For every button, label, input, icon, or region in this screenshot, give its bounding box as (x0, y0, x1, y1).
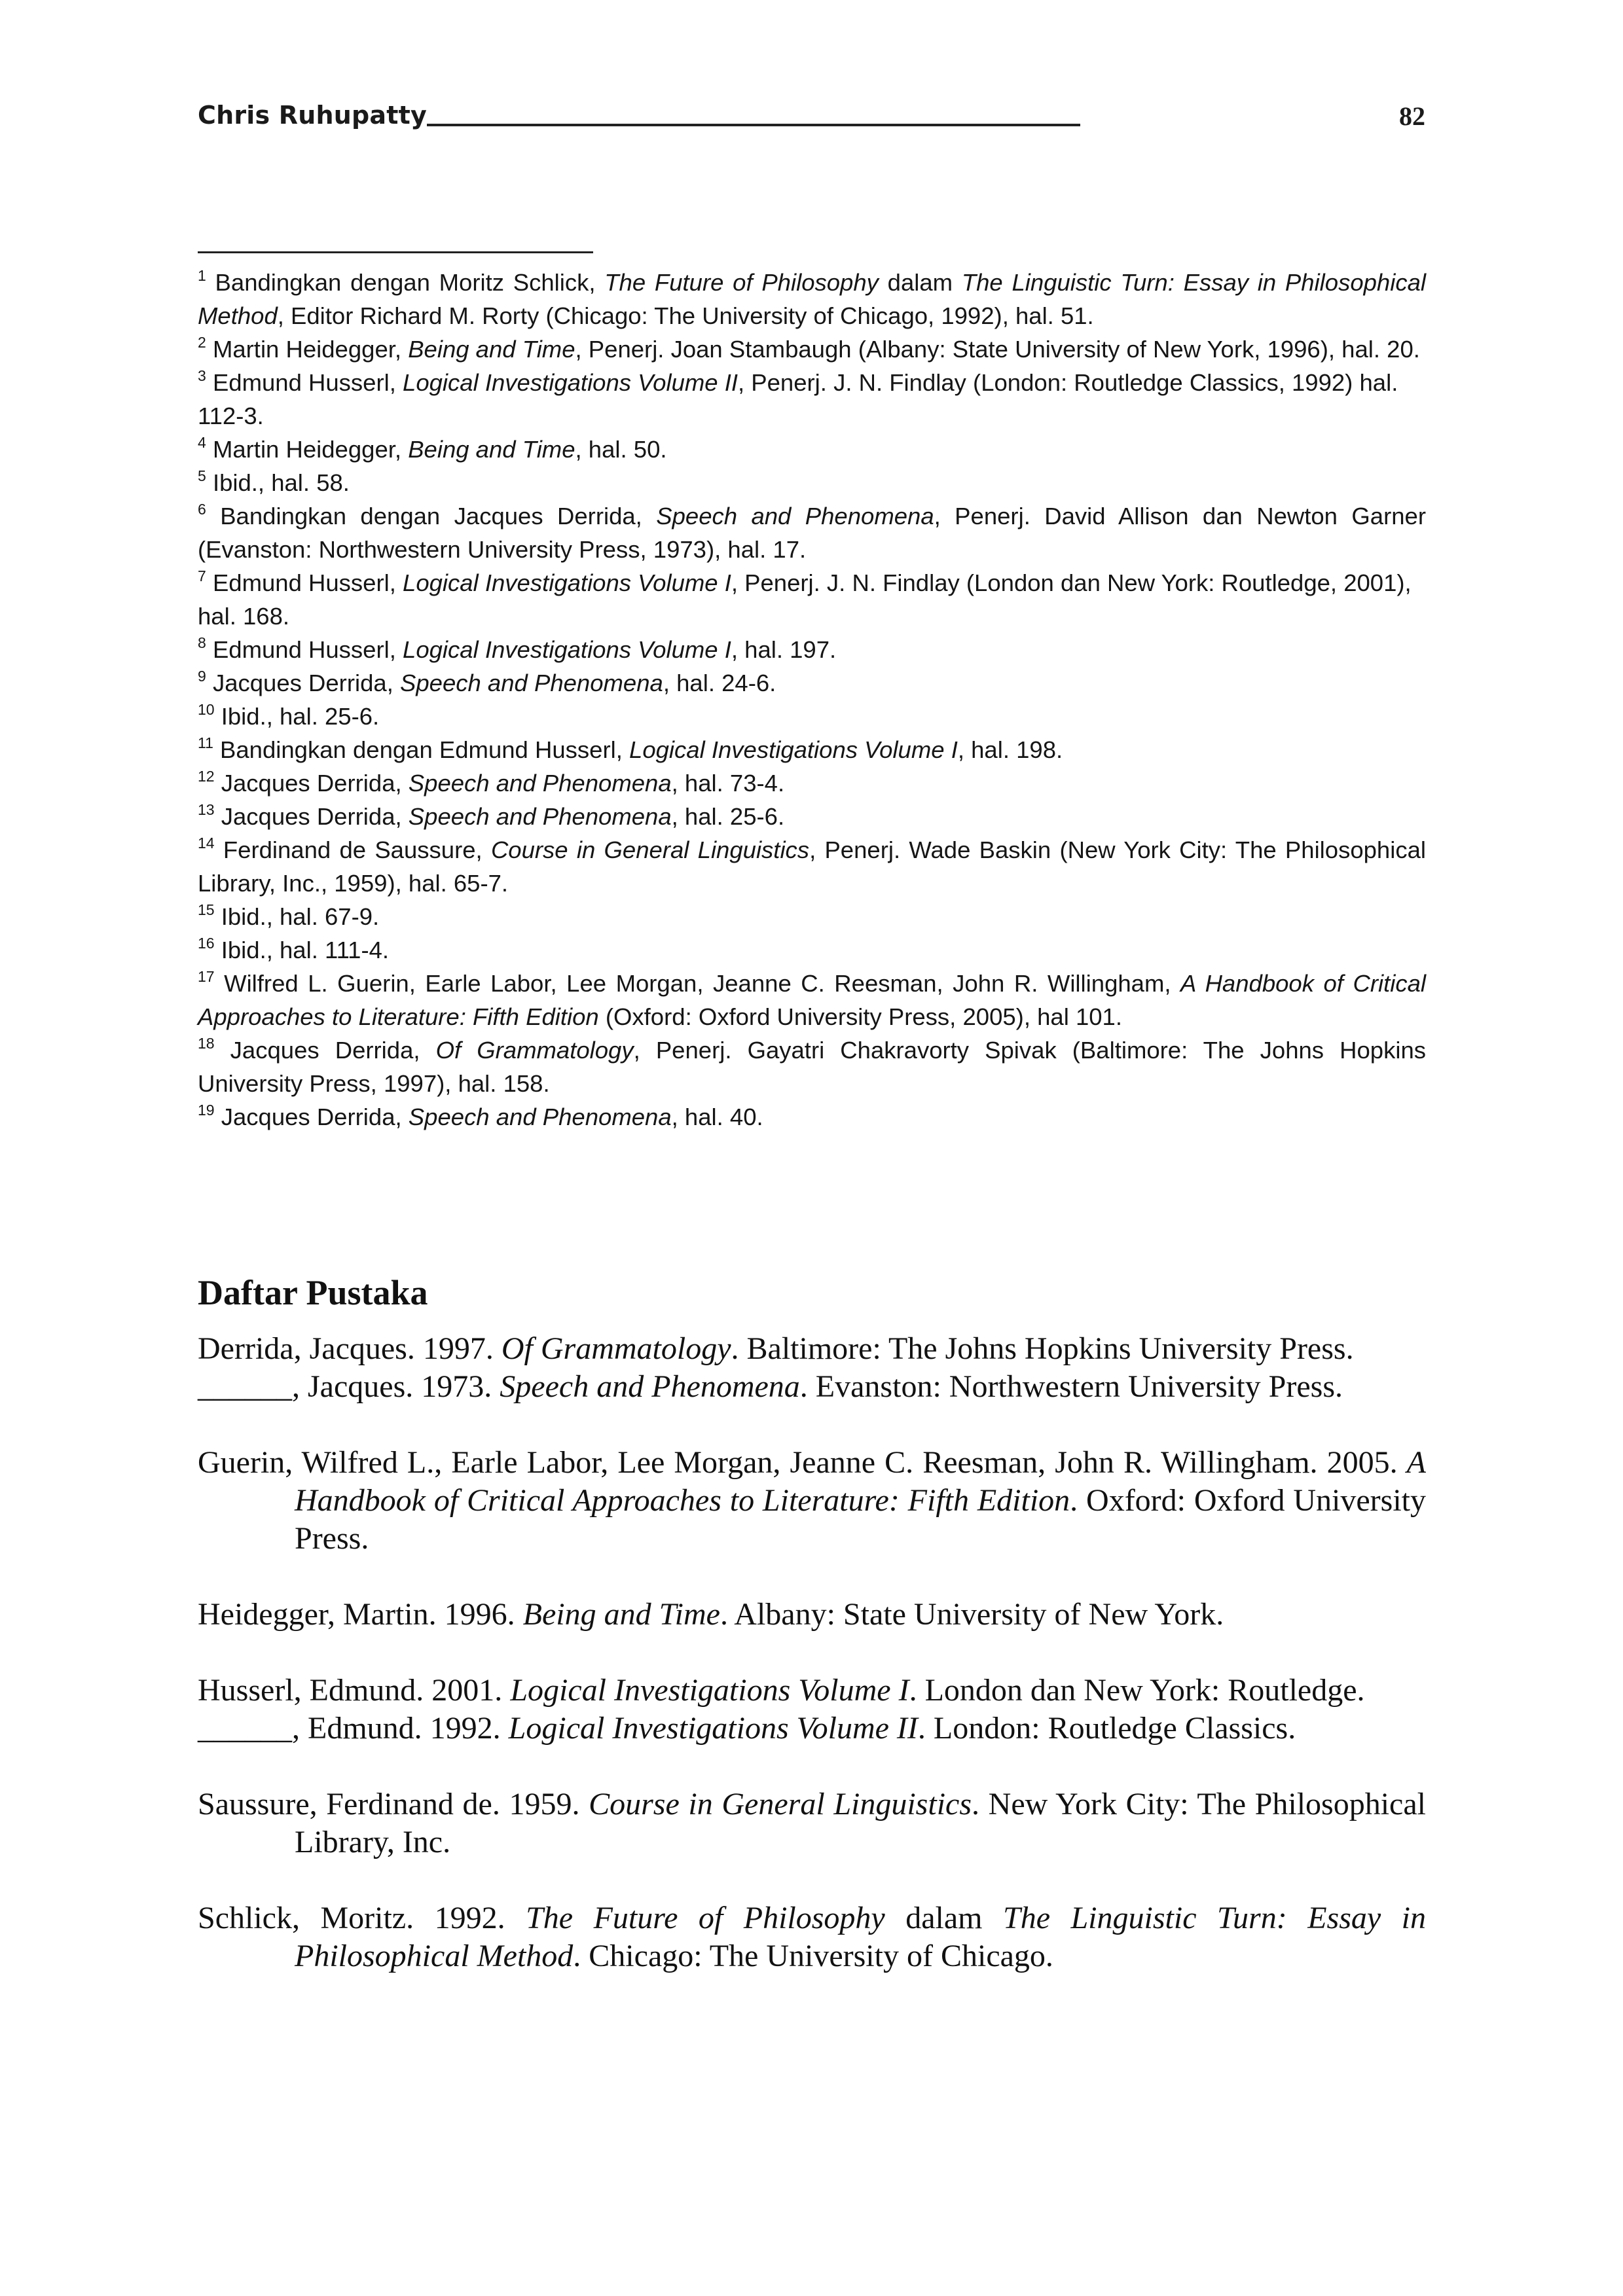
footnote-number: 7 (198, 567, 206, 584)
entry-title: The Linguistic Turn: Essay in Philosophical Method (295, 1901, 1427, 1973)
footnote-title: Logical Investigations Volume I (629, 736, 958, 763)
footnote-18 (198, 1033, 1426, 1100)
entry-spacer (198, 1634, 1426, 1672)
footnotes (198, 266, 1426, 1134)
footnote-title: Speech and Phenomena (408, 770, 672, 797)
footnote-text: Martin Heidegger, (206, 336, 409, 363)
footnote-number: 12 (198, 767, 215, 785)
footnote-text: , Penerj. David Allison dan Newton Garner (Evanston: Northwestern University Press, 1973), hal. 17. (198, 503, 1426, 563)
footnote-number: 5 (198, 467, 206, 484)
footnote-number: 18 (198, 1034, 215, 1052)
entry-text: . Albany: State University of New York. (720, 1597, 1224, 1632)
entry-text: Guerin, Wilfred L., Earle Labor, Lee Morgan, Jeanne C. Reesman, John R. Willingham. 2005. (198, 1445, 1407, 1480)
footnote-3 (198, 366, 1426, 433)
entry-text: . Baltimore: The Johns Hopkins University Press. (731, 1331, 1354, 1366)
footnote-text: , Penerj. J. N. Findlay (London: Routledge Classics, 1992) hal. 112-3. (198, 369, 1398, 429)
footnote-text: , hal. 40. (671, 1103, 763, 1130)
footnote-text: , Penerj. Wade Baskin (New York City: The Philosophical Library, Inc., 1959), hal. 65-7. (198, 836, 1427, 897)
footnote-number: 4 (198, 433, 206, 451)
footnote-text: Bandingkan dengan Jacques Derrida, (206, 503, 657, 529)
entry-text: . New York City: The Philosophical Library, Inc. (295, 1787, 1426, 1859)
page-number: 82 (1399, 101, 1425, 131)
entry-title: The Future of Philosophy (526, 1901, 885, 1935)
footnote-10 (198, 700, 1426, 733)
footnote-number: 14 (198, 834, 215, 852)
footnote-19 (198, 1100, 1426, 1134)
entry-text: Schlick, Moritz. 1992. (198, 1901, 526, 1935)
footnote-text: dalam (878, 269, 962, 296)
footnote-title: Course in General Linguistics (490, 836, 810, 863)
footnote-text: Edmund Husserl, (206, 369, 403, 396)
footnote-title: The Linguistic Turn: Essay in Philosophical Method (198, 269, 1426, 329)
entry-spacer (198, 1748, 1426, 1785)
footnote-number: 16 (198, 934, 215, 952)
footnote-text: (Oxford: Oxford University Press, 2005), hal 101. (598, 1003, 1122, 1030)
footnote-text: Bandingkan dengan Edmund Husserl, (213, 736, 630, 763)
bibliography-heading: Daftar Pustaka (198, 1273, 428, 1312)
footnote-text: Ferdinand de Saussure, (214, 836, 491, 863)
footnote-number: 11 (198, 734, 213, 751)
footnote-text: Martin Heidegger, (206, 436, 409, 463)
footnote-number: 13 (198, 800, 215, 818)
entry-text: . Evanston: Northwestern University Press. (799, 1369, 1343, 1404)
entry-text: dalam (884, 1901, 1003, 1935)
footnote-16 (198, 933, 1426, 967)
entry-text: . London dan New York: Routledge. (909, 1673, 1365, 1708)
entry-text: . Chicago: The University of Chicago. (573, 1939, 1053, 1973)
footnote-number: 17 (198, 967, 215, 985)
footnote-number: 10 (198, 700, 215, 718)
footnote-text: , hal. 25-6. (671, 803, 785, 830)
footnote-text: Ibid., hal. 25-6. (214, 703, 380, 730)
footnote-title: Speech and Phenomena (408, 1103, 672, 1130)
footnote-text: Jacques Derrida, (214, 803, 409, 830)
footnote-text: , Penerj. J. N. Findlay (London dan New York: Routledge, 2001), hal. 168. (198, 569, 1412, 630)
entry-spacer (198, 1558, 1426, 1596)
footnote-17 (198, 967, 1426, 1033)
footnote-text: Ibid., hal. 58. (206, 469, 350, 496)
footnote-text: , Editor Richard M. Rorty (Chicago: The University of Chicago, 1992), hal. 51. (277, 302, 1094, 329)
footnote-title: The Future of Philosophy (604, 269, 879, 296)
footnote-4 (198, 433, 1426, 466)
bibliography-entry (198, 1596, 1426, 1634)
footnote-11 (198, 733, 1426, 766)
entry-title: Logical Investigations Volume II (508, 1711, 918, 1746)
footnote-text: Jacques Derrida, (214, 1103, 409, 1130)
entry-text: Heidegger, Martin. 1996. (198, 1597, 523, 1632)
footnote-13 (198, 800, 1426, 833)
footnote-title: Speech and Phenomena (656, 503, 934, 529)
footnote-text: Jacques Derrida, (214, 770, 409, 797)
footnote-number: 2 (198, 333, 206, 351)
footnote-title: Logical Investigations Volume I (403, 569, 731, 596)
entry-title: Being and Time (522, 1597, 720, 1632)
footnote-12 (198, 766, 1426, 800)
footnote-number: 1 (198, 266, 206, 284)
entry-title: Course in General Linguistics (589, 1787, 972, 1821)
bibliography-entry (198, 1710, 1426, 1748)
footnote-number: 15 (198, 901, 215, 918)
bibliography-entry (198, 1785, 1426, 1861)
footnote-title: Being and Time (408, 436, 575, 463)
footnote-number: 9 (198, 667, 206, 685)
footnote-2 (198, 332, 1426, 366)
bibliography-entry (198, 1368, 1426, 1406)
footnote-title: Logical Investigations Volume I (403, 636, 731, 663)
footnote-text: Wilfred L. Guerin, Earle Labor, Lee Morgan, Jeanne C. Reesman, John R. Willingham, (214, 970, 1181, 997)
entry-text: ______, Jacques. 1973. (198, 1369, 500, 1404)
footnote-14 (198, 833, 1426, 900)
footnote-text: Edmund Husserl, (206, 636, 403, 663)
bibliography-entry (198, 1444, 1426, 1558)
entry-text: Derrida, Jacques. 1997. (198, 1331, 501, 1366)
footnote-text: , hal. 198. (957, 736, 1063, 763)
footnote-title: Being and Time (408, 336, 575, 363)
footnote-6 (198, 499, 1426, 566)
footnote-number: 3 (198, 367, 206, 384)
footnote-9 (198, 666, 1426, 700)
footnote-text: Ibid., hal. 67-9. (214, 903, 380, 930)
bibliography (198, 1270, 1426, 1975)
bibliography-entry (198, 1899, 1426, 1975)
footnote-text: , hal. 73-4. (671, 770, 785, 797)
footnote-text: Ibid., hal. 111-4. (214, 937, 390, 963)
entry-title: Speech and Phenomena (500, 1369, 800, 1404)
entry-text: Saussure, Ferdinand de. 1959. (198, 1787, 589, 1821)
footnote-text: , hal. 197. (731, 636, 837, 663)
entry-text: Husserl, Edmund. 2001. (198, 1673, 511, 1708)
entry-title: Of Grammatology (501, 1331, 731, 1366)
footnote-number: 6 (198, 500, 206, 518)
entry-spacer (198, 1406, 1426, 1444)
footnote-title: Speech and Phenomena (400, 670, 663, 696)
footnote-text: Edmund Husserl, (206, 569, 403, 596)
entry-text: ______, Edmund. 1992. (198, 1711, 509, 1746)
entry-title: Logical Investigations Volume I (510, 1673, 909, 1708)
footnote-text: Jacques Derrida, (206, 670, 400, 696)
footnote-title: Speech and Phenomena (408, 803, 672, 830)
header-rule (427, 124, 1080, 126)
running-header-author: Chris Ruhupatty (198, 101, 427, 130)
footnote-number: 8 (198, 634, 206, 651)
footnote-separator (198, 251, 593, 253)
footnote-5 (198, 466, 1426, 499)
entry-text: . London: Routledge Classics. (917, 1711, 1296, 1746)
footnote-number: 19 (198, 1101, 215, 1119)
footnote-title: A Handbook of Critical Approaches to Literature: Fifth Edition (198, 970, 1426, 1030)
entry-text: . Oxford: Oxford University Press. (295, 1483, 1426, 1556)
footnote-text: Bandingkan dengan Moritz Schlick, (206, 269, 605, 296)
footnote-15 (198, 900, 1426, 933)
entry-title: A Handbook of Critical Approaches to Literature: Fifth Edition (295, 1445, 1426, 1518)
footnote-text: , Penerj. Joan Stambaugh (Albany: State University of New York, 1996), hal. 20. (575, 336, 1420, 363)
footnote-text: , hal. 50. (575, 436, 667, 463)
footnote-text: , hal. 24-6. (663, 670, 776, 696)
footnote-7 (198, 566, 1426, 633)
footnote-8 (198, 633, 1426, 666)
footnote-title: Of Grammatology (435, 1037, 634, 1064)
entry-spacer (198, 1861, 1426, 1899)
bibliography-entry (198, 1330, 1426, 1368)
bibliography-entry (198, 1672, 1426, 1710)
footnote-text: Jacques Derrida, (214, 1037, 436, 1064)
footnote-title: Logical Investigations Volume II (403, 369, 738, 396)
footnote-1 (198, 266, 1426, 332)
footnote-text: , Penerj. Gayatri Chakravorty Spivak (Baltimore: The Johns Hopkins University Press, 1997), hal. 158. (198, 1037, 1426, 1097)
